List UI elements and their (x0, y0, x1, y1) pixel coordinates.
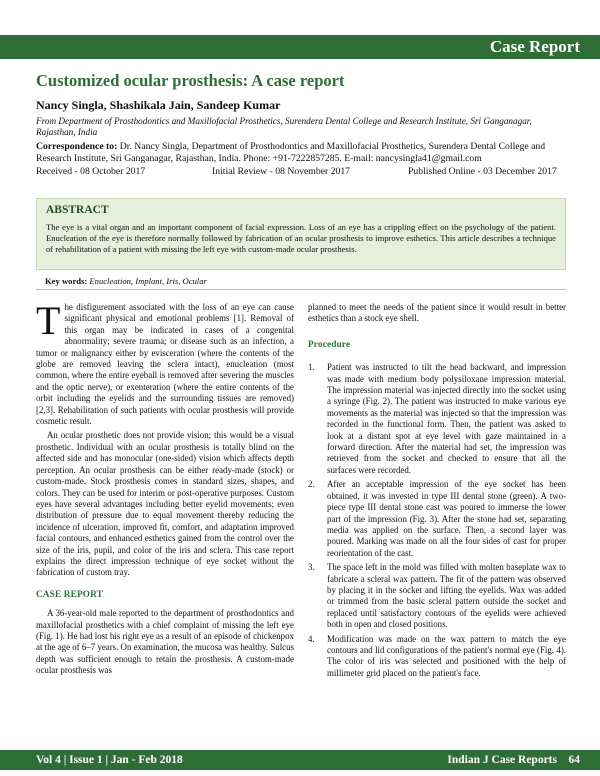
continued-paragraph: planned to meet the needs of the patient since it would result in better esthetics than a stock eye shell. (308, 302, 566, 324)
keywords-label: Key words: (45, 276, 88, 286)
journal-page (447, 750, 580, 770)
published-date: Published Online - 03 December 2017 (408, 166, 557, 177)
procedure-steps (308, 362, 566, 679)
received-date: Received - 08 October 2017 (36, 166, 146, 177)
affiliation: From Department of Prosthodontics and Maxillofacial Prosthetics, Surendera Dental College and Research Institute, Sri Ganganagar, Rajasthan, India (36, 116, 532, 137)
journal-name: Indian J Case Reports (447, 754, 557, 766)
case-report-heading: CASE REPORT (36, 588, 103, 599)
case-paragraph: A 36-year-old male reported to the department of prosthodontics and maxillofacial prosthetics with a chief complaint of missing the left eye (Fig. 1). He had lost his right eye as a result of an episode of chickenpox at the age of 6–7 years. On examination, the mucosa was healthy. Sulcus depth was sufficient enough to retain the prosthesis. A custom-made ocular prosthesis was (36, 608, 294, 676)
keywords (45, 276, 207, 286)
correspondence-label: Correspondence to: (36, 141, 118, 152)
body-paragraph: An ocular prosthetic does not provide vision; this would be a visual prosthetic. Individual with an ocular prosthesis is totally blind on the affected side and has monocular (one-sided) vision which affects depth perception. An ocular prosthesis can be either ready-made (stock) or custom-made. Stock prosthesis comes in standard sizes, shapes, and colors. They can be used for interim or post-operative purposes. Custom eyes have several advantages including better eyelid movements; even distribution of pressure due to equal movement thereby reducing the incidence of ulceration, improved fit, comfort, and adaptation improved facial contours, and enhanced esthetics gained from the control over the size of the iris, pupil, and color of the iris and sclera. This case report explains the direct impression technique of eye socket without the fabrication of custom tray. (36, 430, 294, 578)
page-number: 64 (568, 754, 580, 766)
authors: Nancy Singla, Shashikala Jain, Sandeep Kumar (36, 98, 281, 112)
procedure-step: 1. Patient was instructed to tilt the head backward, and impression was made with medium body polysiloxane impression material. The impression material was injected directly into the socket using a syringe (Fig. 2). The patient was instructed to make various eye movements as the material was injected so that the impression was recorded in the functional form. Then, the patient was asked to look at a distant spot at eye level with gaze maintained in a forward direction. After the material had set, the impression was retrieved from the socket and checked to ensure that all the surfaces were recorded. (308, 362, 566, 475)
correspondence (36, 141, 566, 165)
article-type-label: Case Report (489, 37, 580, 56)
initial-review-date: Initial Review - 08 November 2017 (212, 166, 351, 177)
intro-text: he disfigurement associated with the loss of an eye can cause significant physical and emotional problems [1]. Removal of this organ may be indicated in cases of a congenital abnormality; severe trauma; or disease such as an infection, a tumor or malignancy either by evisceration (where the contents of the globe are removed leaving the sclera intact), enucleation (most common, where the entire eyeball is removed after severing the muscles and the optic nerve), or exenteration (where the entire contents of the orbit including the eyelids and the surrounding tissues are removed) [2,3]. Rehabilitation of such patients with ocular prosthesis will provide cosmetic result. (36, 302, 294, 427)
abstract-box (36, 198, 566, 270)
intro-paragraph (36, 298, 294, 427)
left-column (36, 298, 294, 680)
drop-cap: T (36, 298, 61, 343)
footer-banner (0, 750, 600, 770)
abstract-heading: ABSTRACT (46, 204, 109, 216)
procedure-step: 2. After an acceptable impression of the eye socket has been obtained, it was invested in type III dental stone (green). A two-piece type III dental stone cast was poured to immerse the lower part of the impression (Fig. 3). After the stone had set, separating media was applied on the surface. Then, a second layer was poured. Marking was made on all the four sides of cast for proper reorientation of the cast. (308, 479, 566, 558)
divider (36, 289, 566, 290)
issue-info: Vol 4 | Issue 1 | Jan - Feb 2018 (36, 754, 183, 766)
abstract-text: The eye is a vital organ and an important component of facial expression. Loss of an eye has a crippling effect on the psychology of the patient. Enucleation of the eye is therefore normally followed by fabrication of an ocular prosthesis to improve esthetics. This article describes a technique of rehabilitation of a patient with missing the left eye with custom-made ocular prosthesis. (46, 222, 556, 254)
procedure-step: 3. The space left in the mold was filled with molten baseplate wax to fabricate a scleral wax pattern. The fit of the pattern was observed by placing it in the socket and lifting the eyelids. Wax was added or trimmed from the basic scleral pattern outside the socket and replaced until satisfactory contours of the eyelids were achieved both in open and closed positions. (308, 562, 566, 630)
correspondence-text: Dr. Nancy Singla, Department of Prosthodontics and Maxillofacial Prosthetics, Surendera Dental College and Research Institute, Sri Ganganagar, Rajasthan, India. Phone: +91-7222857285. E-mail: nancysingla41@gmail.com (36, 141, 546, 164)
keywords-text: Enucleation, Implant, Iris, Ocular (87, 276, 207, 286)
procedure-step: 4. Modification was made on the wax pattern to match the eye contours and lid configurations of the patient's normal eye (Fig. 4). The color of iris was selected and positioned with the help of millimeter grid placed on the patient's face. (308, 633, 566, 678)
right-column (308, 302, 566, 682)
procedure-heading: Procedure (308, 338, 351, 349)
article-title: Customized ocular prosthesis: A case report (36, 71, 345, 90)
article-type-banner (0, 35, 600, 59)
